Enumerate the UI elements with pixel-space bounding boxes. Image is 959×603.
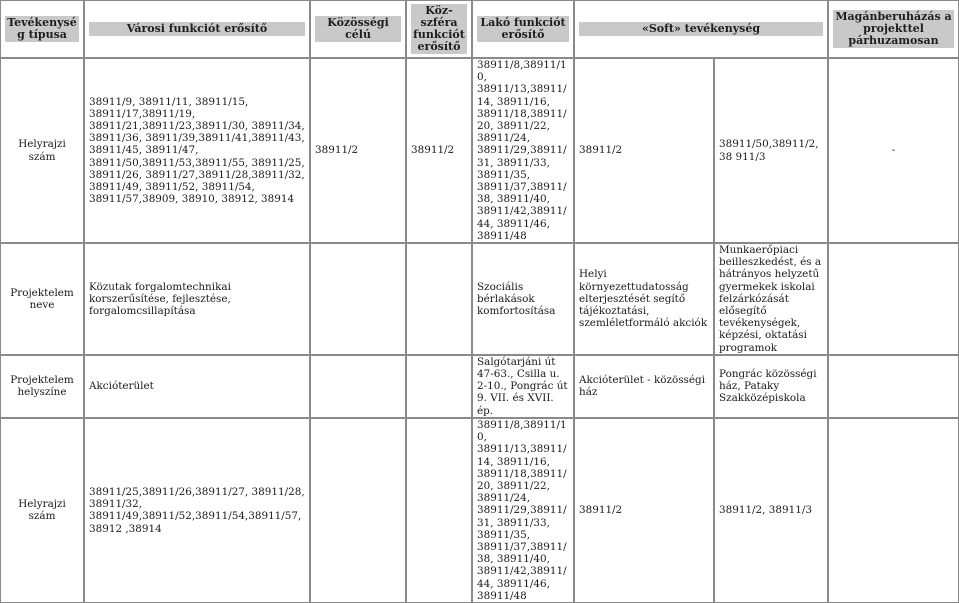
header-row — [0, 0, 959, 58]
row-label: Projektelem helyszíne — [0, 355, 84, 418]
table-row — [0, 58, 959, 243]
community-cell — [310, 418, 406, 603]
community-cell — [310, 355, 406, 418]
public-cell: 38911/2 — [406, 58, 472, 243]
urban-cell: 38911/9, 38911/11, 38911/15, 38911/17,38911/19, 38911/21,38911/23,38911/30, 38911/34, 38911/36, 38911/39,38911/41,38911/43, 38911/45, 38911/47, 38911/50,38911/53,38911/55, 38911/25, 38911/26, 38911/27,38911/28,38911/32, 38911/49, 38911/52, 38911/54, 38911/57,38909, 38910, 38912, 38914 — [84, 58, 310, 243]
header-urban-cell — [84, 0, 310, 58]
row-label: Helyrajzi szám — [0, 58, 84, 243]
residential-cell: 38911/8,38911/10, 38911/13,38911/14, 38911/16, 38911/18,38911/20, 38911/22, 38911/24, 38911/29,38911/31, 38911/33, 38911/35, 38911/37,38911/38, 38911/40, 38911/42,38911/44, 38911/46, 38911/48 — [472, 418, 574, 603]
soft-cell-a: 38911/2 — [574, 58, 714, 243]
table-row — [0, 355, 959, 418]
soft-cell-b: Munkaerőpiaci beilleszkedést, és a hátrányos helyzetű gyermekek iskolai felzárkózását elősegítő tevékenységek, képzési, oktatási programok — [714, 243, 828, 355]
public-cell — [406, 243, 472, 355]
header-private: Magánberuházás a projekttel párhuzamosan — [833, 10, 954, 48]
header-residential: Lakó funkciót erősítő — [477, 16, 569, 42]
header-type: Tevékenység típusa — [5, 16, 79, 42]
residential-cell: 38911/8,38911/10, 38911/13,38911/14, 38911/16, 38911/18,38911/20, 38911/22, 38911/24, 38911/29,38911/31, 38911/33, 38911/35, 38911/37,38911/38, 38911/40, 38911/42,38911/44, 38911/46, 38911/48 — [472, 58, 574, 243]
soft-cell-a: 38911/2 — [574, 418, 714, 603]
header-public-cell — [406, 0, 472, 58]
row-label: Projektelem neve — [0, 243, 84, 355]
community-cell — [310, 243, 406, 355]
private-cell — [828, 243, 959, 355]
residential-cell: Szociális bérlakások komfortosítása — [472, 243, 574, 355]
header-soft-cell — [574, 0, 828, 58]
public-cell — [406, 418, 472, 603]
header-type-cell — [0, 0, 84, 58]
community-cell: 38911/2 — [310, 58, 406, 243]
header-private-cell — [828, 0, 959, 58]
urban-cell: 38911/25,38911/26,38911/27, 38911/28, 38911/32, 38911/49,38911/52,38911/54,38911/57,38912 ,38914 — [84, 418, 310, 603]
residential-cell: Salgótarjáni út 47-63., Csilla u. 2-10., Pongrác út 9. VII. és XVII. ép. — [472, 355, 574, 418]
header-community-cell — [310, 0, 406, 58]
row-label: Helyrajzi szám — [0, 418, 84, 603]
soft-cell-b: 38911/2, 38911/3 — [714, 418, 828, 603]
soft-cell-a: Helyi környezettudatosság elterjesztését segítő tájékoztatási, szemléletformáló akciók — [574, 243, 714, 355]
header-soft: «Soft» tevékenység — [579, 22, 823, 36]
header-urban: Városi funkciót erősítő — [89, 22, 305, 36]
soft-cell-a: Akcióterület - közösségi ház — [574, 355, 714, 418]
private-cell: - — [828, 58, 959, 243]
urban-cell: Közutak forgalomtechnikai korszerűsítése, fejlesztése, forgalomcsillapítása — [84, 243, 310, 355]
header-residential-cell — [472, 0, 574, 58]
table-row — [0, 418, 959, 603]
table-row — [0, 243, 959, 355]
soft-cell-b: Pongrác közösségi ház, Pataky Szakközépiskola — [714, 355, 828, 418]
public-cell — [406, 355, 472, 418]
urban-cell: Akcióterület — [84, 355, 310, 418]
header-public: Köz-szféra funkciót erősítő — [411, 4, 467, 54]
private-cell — [828, 418, 959, 603]
soft-cell-b: 38911/50,38911/2,38 911/3 — [714, 58, 828, 243]
private-cell — [828, 355, 959, 418]
header-community: Közösségi célú — [315, 16, 401, 42]
